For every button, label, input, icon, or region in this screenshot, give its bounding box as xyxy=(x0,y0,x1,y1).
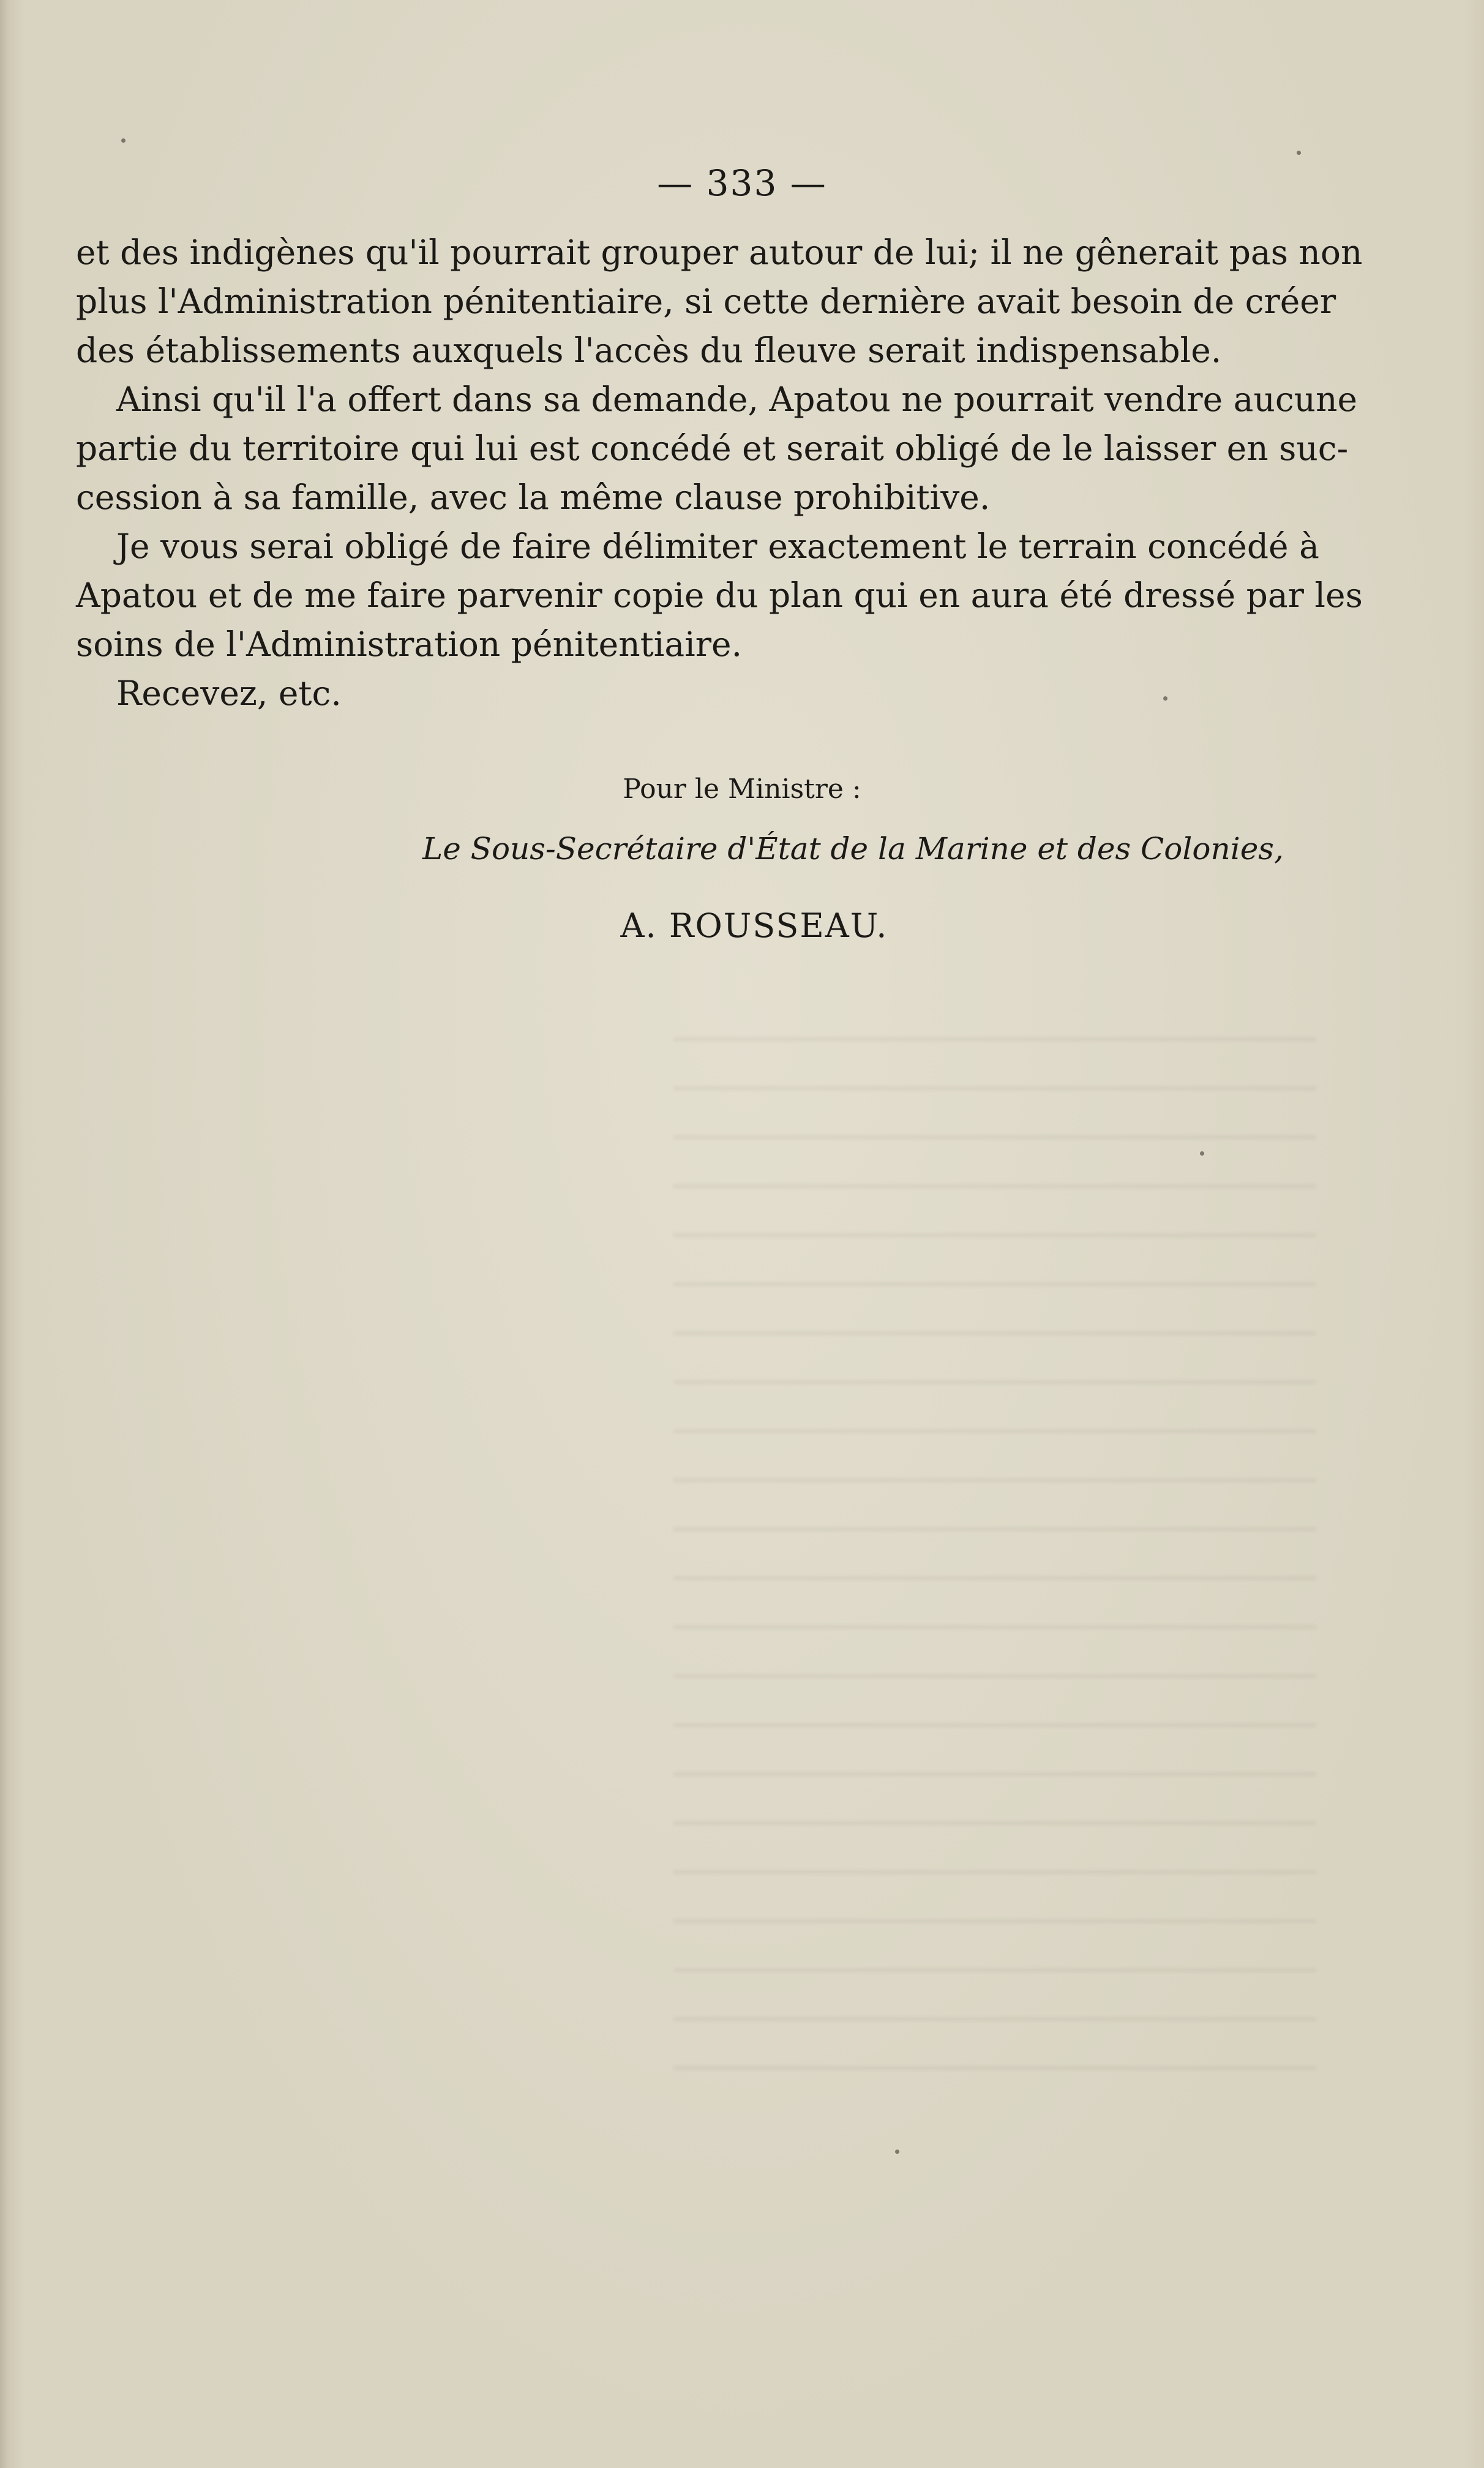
signatory-title: Le Sous-Secrétaire d'État de la Marine et des Colonies, xyxy=(422,831,1284,867)
paragraph xyxy=(76,375,1358,522)
text-line: des établissements auxquels l'accès du fleuve serait indispensable. xyxy=(76,331,1222,370)
closing-line: Recevez, etc. xyxy=(116,674,342,713)
text-line: Ainsi qu'il l'a offert dans sa demande, Apatou ne pourrait vendre aucune xyxy=(116,380,1358,419)
paragraph xyxy=(76,228,1363,375)
paragraph xyxy=(76,669,1237,718)
text-line: plus l'Administration pénitentiaire, si cette dernière avait besoin de créer xyxy=(76,282,1336,321)
paper-speck xyxy=(895,2150,899,2154)
paper-speck xyxy=(1200,1151,1204,1156)
paper-speck xyxy=(1163,696,1167,701)
letter-body xyxy=(76,228,1363,718)
text-line: soins de l'Administration pénitentiaire. xyxy=(76,625,743,664)
paper-speck xyxy=(1297,151,1301,155)
text-line: Je vous serai obligé de faire délimiter exactement le terrain concédé à xyxy=(116,527,1319,566)
text-line: cession à sa famille, avec la même clause prohibitive. xyxy=(76,478,991,517)
text-line: Apatou et de me faire parvenir copie du plan qui en aura été dressé par les xyxy=(76,576,1363,615)
text-line: partie du territoire qui lui est concédé et serait obligé de le laisser en suc- xyxy=(76,429,1349,468)
paragraph xyxy=(76,522,1363,669)
paper-speck xyxy=(121,138,126,143)
signatory-name: A. ROUSSEAU. xyxy=(620,906,888,945)
text-line: et des indigènes qu'il pourrait grouper autour de lui; il ne gênerait pas non xyxy=(76,233,1363,272)
page-number: — 333 — xyxy=(657,162,827,204)
show-through-text xyxy=(673,1029,1316,2070)
signature-intro: Pour le Ministre : xyxy=(623,773,861,805)
